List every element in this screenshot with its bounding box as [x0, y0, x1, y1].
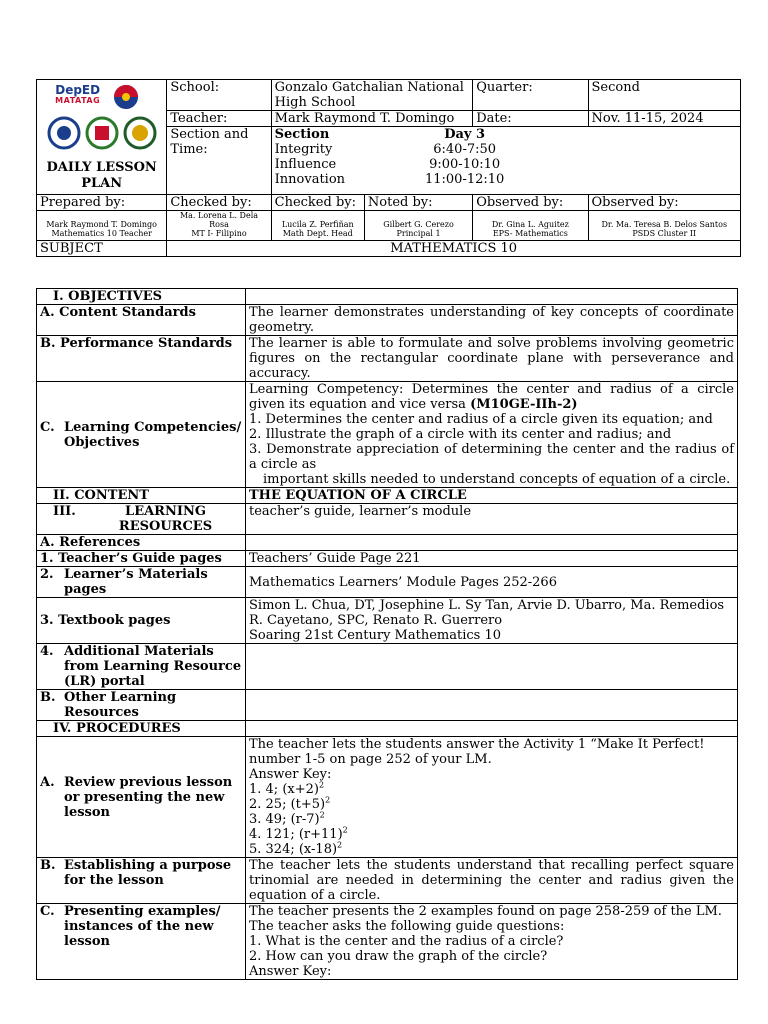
objective-tail: important skills needed to understand concepts of equation of a circle.: [263, 472, 731, 487]
resources-heading: III. LEARNING RESOURCES: [37, 504, 246, 535]
competencies-label: C. Learning Competencies/ Objectives: [37, 382, 246, 488]
content-standards-label: A. Content Standards: [37, 305, 246, 336]
references-empty: [246, 535, 738, 551]
section-time: 6:40-7:50: [433, 142, 497, 157]
section-label: Section and Time:: [167, 127, 271, 195]
subject-label: SUBJECT: [37, 241, 167, 257]
teachers-guide-label: 1. Teacher’s Guide pages: [37, 551, 246, 567]
review-text: The teacher lets the students answer the Activity 1 “Make It Perfect! number 1-5 on page 252 of your LM. Answer Key: 1. 4; $(x+2)^2$ 2. 25; $(t+5)^2$ 3. 49; $(r-7)^2$ 4. 121; $(r+11)^2$ 5. 324; $(x-18)^2$: [246, 737, 738, 858]
section-time: 11:00-12:10: [424, 172, 505, 187]
purpose-label: B. Establishing a purpose for the lesson: [37, 858, 246, 904]
signatory-name: Dr. Gina L. Aguitez EPS- Mathematics: [473, 211, 588, 241]
additional-materials-label: 4. Additional Materials from Learning Resource (LR) portal: [37, 644, 246, 690]
signatory-label: Noted by:: [364, 195, 472, 211]
performance-standards-label: B. Performance Standards: [37, 336, 246, 382]
answer-item: 5. 324; $(x-18)^2$: [249, 840, 343, 857]
signatory-label: Observed by:: [588, 195, 741, 211]
procedures-heading: IV. PROCEDURES: [37, 721, 246, 737]
signatory-label: Prepared by:: [37, 195, 167, 211]
other-resources-label: B. Other Learning Resources: [37, 690, 246, 721]
competencies-text: Learning Competency: Determines the center and radius of a circle given its equation and vice versa (M10GE-IIh-2) 1. Determines the center and radius of a circle given its equation; and 2. Illustrate the graph of a circle with its center and radius; and 3. Demonstrate appreciation of determining the center and the radius of a circle as important skills needed to understand concepts of equation of a circle.: [246, 382, 738, 488]
signatory-name: Lucila Z. Perfiñan Math Dept. Head: [271, 211, 364, 241]
performance-standards-text: The learner is able to formulate and solve problems involving geometric figures on the rectangular coordinate plane with perseverance and accuracy.: [246, 336, 738, 382]
region-seal-icon: [123, 116, 157, 150]
competency-code: (M10GE-IIh-2): [470, 397, 578, 412]
signatory-name: Mark Raymond T. Domingo Mathematics 10 Teacher: [37, 211, 167, 241]
date-label: Date:: [473, 111, 588, 127]
resources-text: teacher’s guide, learner’s module: [246, 504, 738, 535]
answer-item: 2. 25; $(t+5)^2$: [249, 795, 331, 812]
signatory-name: Gilbert G. Cerezo Principal 1: [364, 211, 472, 241]
examples-label: C. Presenting examples/ instances of the new lesson: [37, 904, 246, 980]
learners-materials-text: Mathematics Learners’ Module Pages 252-266: [246, 567, 738, 598]
textbook-text: Simon L. Chua, DT, Josephine L. Sy Tan, Arvie D. Ubarro, Ma. Remedios R. Cayetano, SPC, Renato R. Guerrero Soaring 21st Century Mathematics 10: [246, 598, 738, 644]
answer-item: 4. 121; $(r+11)^2$: [249, 825, 348, 842]
answer-item: 1. 4; $(x+2)^2$: [249, 780, 325, 797]
content-heading: II. CONTENT: [37, 488, 246, 504]
objective-item: 3. Demonstrate appreciation of determining the center and the radius of a circle as: [249, 442, 734, 472]
signatory-name: Ma. Lorena L. Dela Rosa MT I- Filipino: [167, 211, 271, 241]
division-seal-icon: [85, 116, 119, 150]
teacher-value: Mark Raymond T. Domingo: [271, 111, 473, 127]
school-seal-icon: [47, 116, 81, 150]
header-table: [36, 79, 741, 257]
teacher-label: Teacher:: [167, 111, 271, 127]
deped-logo-icon: DepED: [55, 83, 101, 97]
quarter-label: Quarter:: [473, 80, 588, 111]
section-head: Section: [274, 127, 330, 142]
content-standards-text: The learner demonstrates understanding of key concepts of coordinate geometry.: [246, 305, 738, 336]
school-label: School:: [167, 80, 271, 111]
logo-block: [37, 80, 167, 195]
other-resources-empty: [246, 690, 738, 721]
signatory-label: Observed by:: [473, 195, 588, 211]
signatory-label: Checked by:: [271, 195, 364, 211]
review-label: A. Review previous lesson or presenting the new lesson: [37, 737, 246, 858]
procedures-empty: [246, 721, 738, 737]
doc-type-title: DAILY LESSON PLAN: [46, 160, 157, 191]
signatory-name: Dr. Ma. Teresa B. Delos Santos PSDS Cluster II: [588, 211, 741, 241]
objectives-heading: I. OBJECTIVES: [37, 289, 246, 305]
objectives-empty: [246, 289, 738, 305]
section-name: Integrity: [274, 142, 333, 157]
section-time: 9:00-10:10: [429, 157, 501, 172]
purpose-text: The teacher lets the students understand that recalling perfect square trinomial are needed in determining the center and radius given the equation of a circle.: [246, 858, 738, 904]
additional-materials-empty: [246, 644, 738, 690]
signatory-label: Checked by:: [167, 195, 271, 211]
content-topic: THE EQUATION OF A CIRCLE: [246, 488, 738, 504]
quarter-value: Second: [588, 80, 741, 111]
learners-materials-label: 2. Learner’s Materials pages: [37, 567, 246, 598]
examples-text: The teacher presents the 2 examples found on page 258-259 of the LM. The teacher asks the following guide questions: 1. What is the center and the radius of a circle? 2. How can you draw the graph of the circle? Answer Key:: [246, 904, 738, 980]
day-head: Day 3: [444, 127, 486, 142]
subject-value: MATHEMATICS 10: [167, 241, 741, 257]
section-name: Influence: [274, 157, 337, 172]
lesson-plan-table: [36, 288, 738, 980]
objective-item: 2. Illustrate the graph of a circle with its center and radius; and: [249, 427, 672, 442]
section-schedule: [271, 127, 740, 195]
school-value: Gonzalo Gatchalian National High School: [271, 80, 473, 111]
section-name: Innovation: [274, 172, 346, 187]
objective-item: 1. Determines the center and radius of a circle given its equation; and: [249, 412, 713, 427]
textbook-label: 3. Textbook pages: [37, 598, 246, 644]
answer-item: 3. 49; $(r-7)^2$: [249, 810, 325, 827]
references-label: A. References: [37, 535, 246, 551]
teachers-guide-text: Teachers’ Guide Page 221: [246, 551, 738, 567]
date-value: Nov. 11-15, 2024: [588, 111, 741, 127]
matatag-logo-icon: MATATAG: [55, 96, 101, 105]
bagong-pilipinas-logo-icon: [104, 84, 148, 114]
